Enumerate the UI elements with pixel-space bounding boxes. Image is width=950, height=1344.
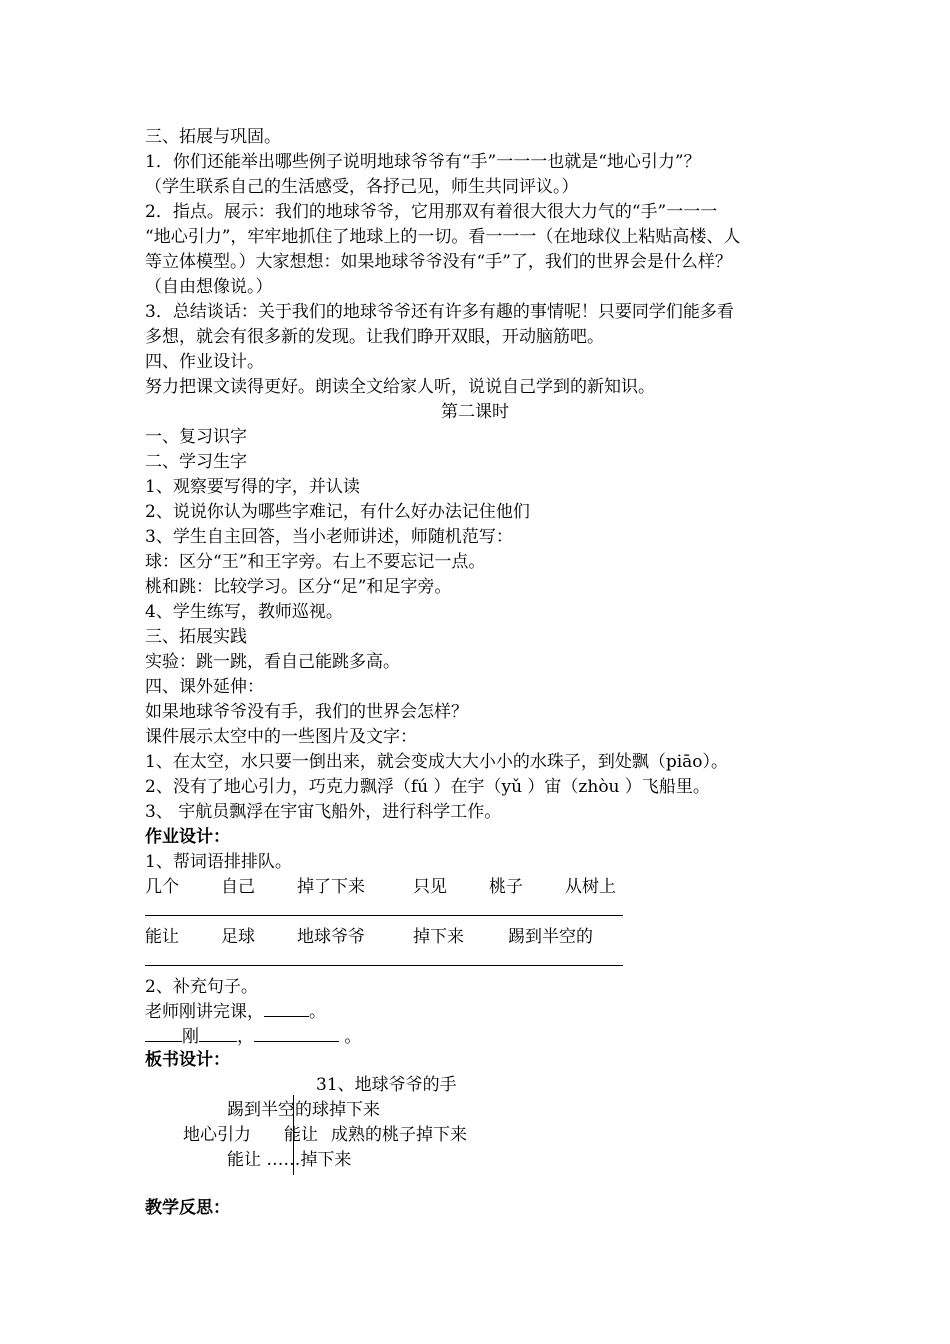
paragraph: 1、在太空，水只要一倒出来，就会变成大大小小的水珠子，到处飘（piāo）。	[145, 752, 729, 772]
word-item: 几个	[145, 877, 179, 897]
word-item: 从树上	[565, 877, 616, 897]
word-item: 只见	[413, 877, 447, 897]
word-item: 自己	[221, 877, 255, 897]
section-heading: 三、拓展与巩固。	[145, 127, 281, 147]
paragraph: 1、观察要写得的字，并认读	[145, 477, 360, 497]
word-item: 踢到半空的	[508, 927, 593, 947]
lesson-title: 第二课时	[441, 402, 509, 422]
board-text: 能让	[284, 1125, 318, 1145]
paragraph: 等立体模型。）大家想想：如果地球爷爷没有“手”了，我们的世界会是什么样？	[145, 252, 732, 272]
board-line: 能让 ……掉下来	[227, 1150, 352, 1170]
paragraph: 努力把课文读得更好。朗读全文给家人听，说说自己学到的新知识。	[145, 377, 655, 397]
board-text: 成熟的桃子掉下来	[331, 1125, 467, 1145]
fill-text: 。	[339, 1027, 362, 1047]
reflection-heading: 教学反思：	[145, 1198, 230, 1218]
fill-text: 刚	[182, 1027, 199, 1047]
paragraph: 2、没有了地心引力，巧克力飘浮（fú ）在宇（yǔ ）宙（zhòu ）飞船里。	[145, 777, 710, 797]
paragraph: 1、帮词语排排队。	[145, 852, 292, 872]
fill-text: 。	[309, 1002, 326, 1022]
homework-heading: 作业设计：	[145, 827, 230, 847]
blank-underline	[199, 1025, 237, 1042]
paragraph: 3．总结谈话：关于我们的地球爷爷还有许多有趣的事情呢！只要同学们能多看	[145, 302, 734, 322]
word-item: 掉了下来	[297, 877, 365, 897]
word-item: 掉下来	[413, 927, 464, 947]
board-heading: 板书设计：	[145, 1050, 230, 1070]
paragraph: 3、学生自主回答，当小老师讲述，师随机范写：	[145, 527, 513, 547]
paragraph: “地心引力”，牢牢地抓住了地球上的一切。看一一一（在地球仪上粘贴高楼、人	[145, 227, 741, 247]
paragraph: 课件展示太空中的一些图片及文字：	[145, 727, 417, 747]
paragraph: （自由想像说。）	[145, 277, 273, 297]
blank-underline	[264, 1000, 309, 1017]
board-text: 地心引力	[183, 1125, 251, 1145]
board-title: 31、地球爷爷的手	[316, 1075, 457, 1095]
section-heading: 二、学习生字	[145, 452, 247, 472]
section-heading: 三、拓展实践	[145, 627, 247, 647]
paragraph: 2、说说你认为哪些字难记，有什么好办法记住他们	[145, 502, 530, 522]
paragraph: 球：区分“王”和王字旁。右上不要忘记一点。	[145, 552, 486, 572]
paragraph: 桃和跳：比较学习。区分“足”和足字旁。	[145, 577, 452, 597]
word-item: 能让	[145, 927, 179, 947]
paragraph: 3、 宇航员飘浮在宇宙飞船外，进行科学工作。	[145, 802, 502, 822]
fill-text: 老师刚讲完课，	[145, 1002, 264, 1022]
section-heading: 四、课外延伸：	[145, 677, 264, 697]
board-divider-line	[293, 1095, 294, 1175]
paragraph: 实验：跳一跳，看自己能跳多高。	[145, 652, 400, 672]
paragraph: 多想，就会有很多新的发现。让我们睁开双眼，开动脑筋吧。	[145, 327, 604, 347]
answer-line	[145, 915, 623, 916]
fill-text: ，	[237, 1027, 254, 1047]
paragraph: 2、补充句子。	[145, 977, 258, 997]
paragraph: 2．指点。展示：我们的地球爷爷，它用那双有着很大很大力气的“手”一一一	[145, 202, 718, 222]
section-heading: 四、作业设计。	[145, 352, 264, 372]
section-heading: 一、复习识字	[145, 427, 247, 447]
fill-sentence-1	[145, 1000, 326, 1025]
paragraph: 4、学生练写，教师巡视。	[145, 602, 343, 622]
blank-underline	[254, 1025, 339, 1042]
paragraph: 如果地球爷爷没有手，我们的世界会怎样？	[145, 702, 468, 722]
paragraph: 1．你们还能举出哪些例子说明地球爷爷有“手”一一一也就是“地心引力”？	[145, 152, 701, 172]
answer-line	[145, 965, 623, 966]
paragraph: （学生联系自己的生活感受，各抒己见，师生共同评议。）	[145, 177, 579, 197]
word-item: 足球	[221, 927, 255, 947]
word-item: 桃子	[489, 877, 523, 897]
fill-sentence-2	[145, 1025, 361, 1050]
board-line: 踢到半空的球掉下来	[227, 1100, 380, 1120]
word-item: 地球爷爷	[297, 927, 365, 947]
blank-underline	[145, 1025, 182, 1042]
